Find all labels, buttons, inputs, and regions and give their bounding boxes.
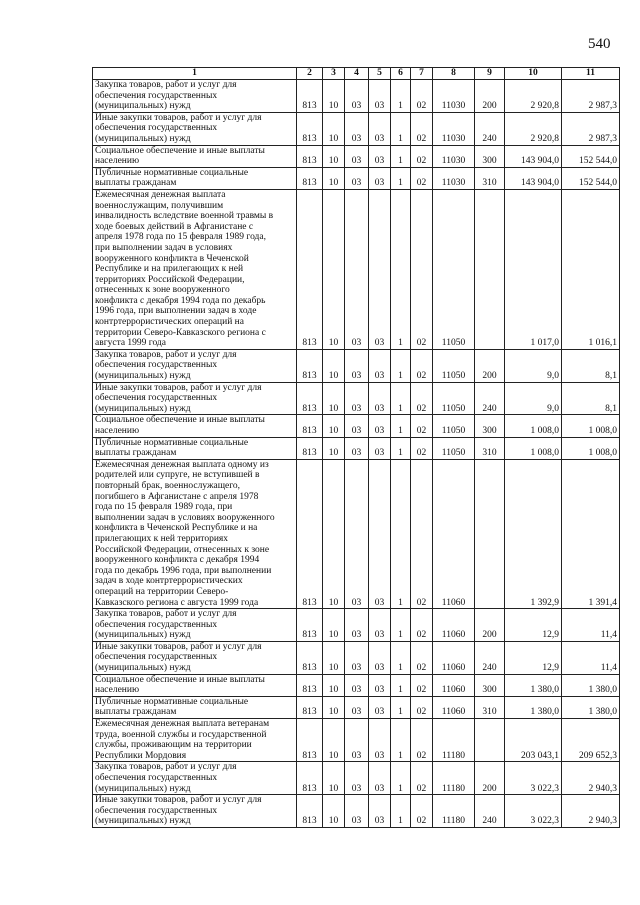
amount-year1-cell: 1 008,0 [505, 437, 562, 459]
subprogram-code-cell: 1 [391, 80, 411, 113]
subprogram-code-cell: 1 [391, 609, 411, 642]
program-code-cell: 03 [369, 609, 391, 642]
amount-year1-cell: 1 380,0 [505, 696, 562, 718]
section-code-cell: 10 [323, 167, 345, 189]
row-name-cell: Иные закупки товаров, работ и услуг для обеспечения государственных (муниципальных) нужд [93, 382, 297, 415]
chapter-code-cell: 813 [297, 674, 323, 696]
section-code-cell: 10 [323, 762, 345, 795]
expense-type-cell: 240 [475, 112, 505, 145]
expense-type-cell: 310 [475, 696, 505, 718]
amount-year1-cell: 2 920,8 [505, 80, 562, 113]
subprogram-code-cell: 1 [391, 167, 411, 189]
subsection-code-cell: 03 [345, 719, 369, 762]
activity-code-cell: 02 [411, 719, 433, 762]
amount-year2-cell: 1 016,1 [562, 189, 620, 349]
direction-code-cell: 11060 [433, 674, 475, 696]
expense-type-cell: 310 [475, 167, 505, 189]
program-code-cell: 03 [369, 145, 391, 167]
row-name-cell: Иные закупки товаров, работ и услуг для обеспечения государственных (муниципальных) нужд [93, 795, 297, 828]
amount-year2-cell: 11,4 [562, 641, 620, 674]
table-row [93, 762, 620, 795]
section-code-cell: 10 [323, 641, 345, 674]
subprogram-code-cell: 1 [391, 437, 411, 459]
subsection-code-cell: 03 [345, 762, 369, 795]
row-name-cell: Ежемесячная денежная выплата военнослужащим, получившим инвалидность вследствие военной травмы в ходе боевых действий в Афганистане с апреля 1978 года по 15 февраля 1989 года, при выполнении задач в условиях вооруженного конфликта в Чеченской Республике и на прилегающих к ней территориях Российской Федерации, отнесенных к зоне вооруженного конфликта с декабря 1994 года по декабрь 1996 года, при выполнении задач в ходе контртеррористических операций на территории Северо-Кавказского региона с августа 1999 года [93, 189, 297, 349]
expense-type-cell [475, 189, 505, 349]
program-code-cell: 03 [369, 641, 391, 674]
program-code-cell: 03 [369, 696, 391, 718]
activity-code-cell: 02 [411, 112, 433, 145]
table-row [93, 189, 620, 349]
table-row [93, 112, 620, 145]
amount-year2-cell: 152 544,0 [562, 145, 620, 167]
amount-year2-cell: 209 652,3 [562, 719, 620, 762]
expense-type-cell: 300 [475, 145, 505, 167]
table-row [93, 145, 620, 167]
direction-code-cell: 11050 [433, 349, 475, 382]
header-cell: 7 [411, 68, 433, 80]
activity-code-cell: 02 [411, 609, 433, 642]
row-name-cell: Закупка товаров, работ и услуг для обеспечения государственных (муниципальных) нужд [93, 762, 297, 795]
activity-code-cell: 02 [411, 80, 433, 113]
expense-type-cell: 300 [475, 674, 505, 696]
direction-code-cell: 11050 [433, 382, 475, 415]
page-number: 540 [588, 36, 611, 52]
program-code-cell: 03 [369, 189, 391, 349]
section-code-cell: 10 [323, 437, 345, 459]
activity-code-cell: 02 [411, 382, 433, 415]
program-code-cell: 03 [369, 415, 391, 437]
activity-code-cell: 02 [411, 459, 433, 608]
row-name-cell: Социальное обеспечение и иные выплаты населению [93, 145, 297, 167]
chapter-code-cell: 813 [297, 112, 323, 145]
table-row [93, 719, 620, 762]
direction-code-cell: 11050 [433, 437, 475, 459]
table-row [93, 80, 620, 113]
row-name-cell: Иные закупки товаров, работ и услуг для обеспечения государственных (муниципальных) нужд [93, 112, 297, 145]
expense-type-cell: 240 [475, 382, 505, 415]
amount-year1-cell: 9,0 [505, 349, 562, 382]
row-name-cell: Социальное обеспечение и иные выплаты населению [93, 415, 297, 437]
amount-year1-cell: 203 043,1 [505, 719, 562, 762]
direction-code-cell: 11060 [433, 696, 475, 718]
amount-year2-cell: 1 380,0 [562, 674, 620, 696]
subprogram-code-cell: 1 [391, 641, 411, 674]
chapter-code-cell: 813 [297, 349, 323, 382]
chapter-code-cell: 813 [297, 145, 323, 167]
direction-code-cell: 11050 [433, 189, 475, 349]
subprogram-code-cell: 1 [391, 415, 411, 437]
chapter-code-cell: 813 [297, 189, 323, 349]
chapter-code-cell: 813 [297, 167, 323, 189]
expense-type-cell: 310 [475, 437, 505, 459]
section-code-cell: 10 [323, 415, 345, 437]
program-code-cell: 03 [369, 167, 391, 189]
activity-code-cell: 02 [411, 167, 433, 189]
row-name-cell: Социальное обеспечение и иные выплаты населению [93, 674, 297, 696]
chapter-code-cell: 813 [297, 80, 323, 113]
expense-type-cell [475, 719, 505, 762]
header-cell: 8 [433, 68, 475, 80]
header-cell: 6 [391, 68, 411, 80]
expense-type-cell: 300 [475, 415, 505, 437]
header-cell: 3 [323, 68, 345, 80]
amount-year2-cell: 2 987,3 [562, 112, 620, 145]
budget-table [92, 67, 620, 828]
direction-code-cell: 11060 [433, 609, 475, 642]
expense-type-cell [475, 459, 505, 608]
direction-code-cell: 11030 [433, 112, 475, 145]
table-row [93, 437, 620, 459]
subsection-code-cell: 03 [345, 459, 369, 608]
row-name-cell: Ежемесячная денежная выплата ветеранам труда, военной службы и государственной службы, проживающим на территории Республики Мордовия [93, 719, 297, 762]
activity-code-cell: 02 [411, 415, 433, 437]
amount-year1-cell: 12,9 [505, 641, 562, 674]
direction-code-cell: 11180 [433, 795, 475, 828]
chapter-code-cell: 813 [297, 641, 323, 674]
header-cell: 11 [562, 68, 620, 80]
amount-year2-cell: 1 008,0 [562, 415, 620, 437]
direction-code-cell: 11060 [433, 459, 475, 608]
subprogram-code-cell: 1 [391, 696, 411, 718]
section-code-cell: 10 [323, 719, 345, 762]
subsection-code-cell: 03 [345, 415, 369, 437]
amount-year2-cell: 11,4 [562, 609, 620, 642]
subprogram-code-cell: 1 [391, 795, 411, 828]
amount-year2-cell: 1 008,0 [562, 437, 620, 459]
program-code-cell: 03 [369, 459, 391, 608]
amount-year2-cell: 2 940,3 [562, 795, 620, 828]
amount-year2-cell: 8,1 [562, 382, 620, 415]
table-row [93, 696, 620, 718]
subsection-code-cell: 03 [345, 167, 369, 189]
activity-code-cell: 02 [411, 696, 433, 718]
program-code-cell: 03 [369, 719, 391, 762]
section-code-cell: 10 [323, 189, 345, 349]
section-code-cell: 10 [323, 145, 345, 167]
header-cell: 1 [93, 68, 297, 80]
direction-code-cell: 11180 [433, 762, 475, 795]
table-row [93, 609, 620, 642]
amount-year1-cell: 3 022,3 [505, 795, 562, 828]
chapter-code-cell: 813 [297, 795, 323, 828]
chapter-code-cell: 813 [297, 415, 323, 437]
table-row [93, 382, 620, 415]
activity-code-cell: 02 [411, 641, 433, 674]
direction-code-cell: 11030 [433, 167, 475, 189]
header-cell: 5 [369, 68, 391, 80]
activity-code-cell: 02 [411, 145, 433, 167]
header-row [93, 68, 620, 80]
amount-year1-cell: 143 904,0 [505, 167, 562, 189]
chapter-code-cell: 813 [297, 762, 323, 795]
subsection-code-cell: 03 [345, 349, 369, 382]
row-name-cell: Закупка товаров, работ и услуг для обеспечения государственных (муниципальных) нужд [93, 80, 297, 113]
section-code-cell: 10 [323, 795, 345, 828]
program-code-cell: 03 [369, 112, 391, 145]
row-name-cell: Закупка товаров, работ и услуг для обеспечения государственных (муниципальных) нужд [93, 609, 297, 642]
program-code-cell: 03 [369, 80, 391, 113]
table-row [93, 641, 620, 674]
amount-year2-cell: 2 987,3 [562, 80, 620, 113]
section-code-cell: 10 [323, 674, 345, 696]
amount-year2-cell: 8,1 [562, 349, 620, 382]
amount-year1-cell: 2 920,8 [505, 112, 562, 145]
section-code-cell: 10 [323, 459, 345, 608]
header-cell: 10 [505, 68, 562, 80]
amount-year2-cell: 1 391,4 [562, 459, 620, 608]
section-code-cell: 10 [323, 112, 345, 145]
subprogram-code-cell: 1 [391, 112, 411, 145]
table-row [93, 674, 620, 696]
subsection-code-cell: 03 [345, 382, 369, 415]
section-code-cell: 10 [323, 609, 345, 642]
row-name-cell: Иные закупки товаров, работ и услуг для обеспечения государственных (муниципальных) нужд [93, 641, 297, 674]
subprogram-code-cell: 1 [391, 719, 411, 762]
program-code-cell: 03 [369, 674, 391, 696]
section-code-cell: 10 [323, 696, 345, 718]
subsection-code-cell: 03 [345, 112, 369, 145]
subsection-code-cell: 03 [345, 437, 369, 459]
direction-code-cell: 11060 [433, 641, 475, 674]
subsection-code-cell: 03 [345, 795, 369, 828]
table-row [93, 167, 620, 189]
program-code-cell: 03 [369, 795, 391, 828]
subprogram-code-cell: 1 [391, 189, 411, 349]
expense-type-cell: 240 [475, 641, 505, 674]
table-row [93, 459, 620, 608]
subprogram-code-cell: 1 [391, 349, 411, 382]
table-row [93, 415, 620, 437]
amount-year1-cell: 3 022,3 [505, 762, 562, 795]
subprogram-code-cell: 1 [391, 382, 411, 415]
row-name-cell: Закупка товаров, работ и услуг для обеспечения государственных (муниципальных) нужд [93, 349, 297, 382]
amount-year1-cell: 9,0 [505, 382, 562, 415]
subsection-code-cell: 03 [345, 696, 369, 718]
header-cell: 4 [345, 68, 369, 80]
header-cell: 2 [297, 68, 323, 80]
subsection-code-cell: 03 [345, 674, 369, 696]
subsection-code-cell: 03 [345, 609, 369, 642]
section-code-cell: 10 [323, 382, 345, 415]
amount-year1-cell: 1 017,0 [505, 189, 562, 349]
activity-code-cell: 02 [411, 189, 433, 349]
amount-year2-cell: 152 544,0 [562, 167, 620, 189]
direction-code-cell: 11030 [433, 80, 475, 113]
row-name-cell: Ежемесячная денежная выплата одному из родителей или супруге, не вступившей в повторный брак, военнослужащего, погибшего в Афганистане с апреля 1978 года по 15 февраля 1989 года, при выполнении задач в условиях вооруженного конфликта в Чеченской Республике и на прилегающих к ней территориях Российской Федерации, отнесенных к зоне вооруженного конфликта с декабря 1994 года по декабрь 1996 года, при выполнении задач в ходе контртеррористических операций на территории Северо- Кавказского региона с августа 1999 года [93, 459, 297, 608]
program-code-cell: 03 [369, 382, 391, 415]
table-row [93, 349, 620, 382]
subprogram-code-cell: 1 [391, 762, 411, 795]
amount-year1-cell: 1 392,9 [505, 459, 562, 608]
subsection-code-cell: 03 [345, 80, 369, 113]
expense-type-cell: 200 [475, 80, 505, 113]
amount-year1-cell: 12,9 [505, 609, 562, 642]
subsection-code-cell: 03 [345, 189, 369, 349]
chapter-code-cell: 813 [297, 459, 323, 608]
chapter-code-cell: 813 [297, 382, 323, 415]
activity-code-cell: 02 [411, 795, 433, 828]
section-code-cell: 10 [323, 80, 345, 113]
subprogram-code-cell: 1 [391, 674, 411, 696]
expense-type-cell: 200 [475, 762, 505, 795]
amount-year1-cell: 1 008,0 [505, 415, 562, 437]
activity-code-cell: 02 [411, 762, 433, 795]
program-code-cell: 03 [369, 437, 391, 459]
program-code-cell: 03 [369, 349, 391, 382]
direction-code-cell: 11030 [433, 145, 475, 167]
amount-year1-cell: 1 380,0 [505, 674, 562, 696]
table-row [93, 795, 620, 828]
activity-code-cell: 02 [411, 349, 433, 382]
expense-type-cell: 240 [475, 795, 505, 828]
expense-type-cell: 200 [475, 349, 505, 382]
program-code-cell: 03 [369, 762, 391, 795]
amount-year1-cell: 143 904,0 [505, 145, 562, 167]
amount-year2-cell: 2 940,3 [562, 762, 620, 795]
direction-code-cell: 11050 [433, 415, 475, 437]
chapter-code-cell: 813 [297, 437, 323, 459]
row-name-cell: Публичные нормативные социальные выплаты гражданам [93, 167, 297, 189]
subsection-code-cell: 03 [345, 145, 369, 167]
expense-type-cell: 200 [475, 609, 505, 642]
chapter-code-cell: 813 [297, 719, 323, 762]
activity-code-cell: 02 [411, 674, 433, 696]
chapter-code-cell: 813 [297, 609, 323, 642]
activity-code-cell: 02 [411, 437, 433, 459]
amount-year2-cell: 1 380,0 [562, 696, 620, 718]
subprogram-code-cell: 1 [391, 145, 411, 167]
row-name-cell: Публичные нормативные социальные выплаты гражданам [93, 437, 297, 459]
chapter-code-cell: 813 [297, 696, 323, 718]
section-code-cell: 10 [323, 349, 345, 382]
row-name-cell: Публичные нормативные социальные выплаты гражданам [93, 696, 297, 718]
direction-code-cell: 11180 [433, 719, 475, 762]
header-cell: 9 [475, 68, 505, 80]
subsection-code-cell: 03 [345, 641, 369, 674]
subprogram-code-cell: 1 [391, 459, 411, 608]
